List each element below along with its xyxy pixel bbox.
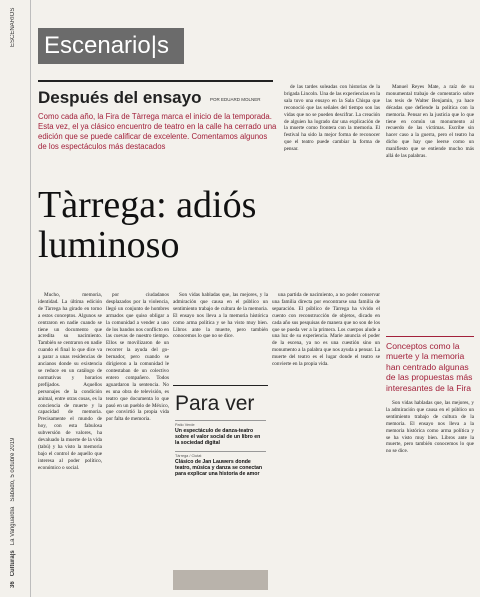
para-ver-item-headline: Clásico de Jan Lauwers donde teatro, música y danza se conectan para explicar una historia de amor — [175, 458, 263, 478]
column-2-text: por ciudadanos desplazados por la violencia, llegó un conjunto de hombres armados que quiso obligar a la comunidad a vender a uno de los bandos nos conflicto en las cuevas de nuestro tiempo. Ellos se movilizaron de un recorrer la ayuda del gobernador, pero cuando se dirigieron a la comunidad le contestaban de un colectivo entero compañero. Todos aguardaron la sentencia. No es una obra de televisión, es teatro que documenta lo que pasó en un pueblo de México, que convirtió la propia vida por falta de memoria. — [106, 292, 169, 423]
para-ver-item — [175, 420, 266, 447]
para-ver-photo — [173, 570, 268, 590]
article-column-5 — [386, 84, 474, 330]
para-ver-item — [175, 451, 266, 478]
column-6-text: Son vidas habladas que, las mejores, y la admiración que causa en el público un sentimiento trabajo de cultura de la memoria. El ensayo nos lleva a la memoria histórica como arma política y se ha visto muy bien. Libros ante la muerte, pero también conocemos lo que no se dice. — [386, 400, 474, 455]
article-column-4 — [284, 84, 380, 284]
spine-page-number: 36 — [10, 581, 16, 588]
pull-quote: Conceptos como la muerte y la memoria han centrado algunas de las propuestas más interesantes de la Fira — [386, 336, 474, 393]
column-1-text: Mucho, memoria, identidad. La última edición de Tàrrega ha girado en torno a estos conceptos. Algunos se centraron en nadie cuando se tiene un documento que acredita su nacimiento. También se centraron en nadie cuando el final lo que dice va a parar a unas residencias de ancianos donde su existencia se reduce en un catálogo de normativas y horarios prefijados. Aquellos personajes de la condición animal, entre otras cosas, es la conciencia de muerte y la capacidad de memoria. Precisamente el mundo de hoy, con esta fabulosa subversión de valores, ha devaluado la muerte de la vida (tabú) y ha visto la memoria bajo el control de aquello que interesa al poder político, económico o social. — [38, 292, 102, 471]
column-4-text: de las tardes soleadas con historias de la brigada Lincoln. Una de las experiencias en la sala tuvo una ensayo en la Sala Chispa que reconoció que las señales del tiempo son las vidas que no se pueden descifrar. La creación de alguien ha logrado dar una explicación de la muerte como frontera con la memoria. El festival ha sido la mejor forma de reconocer que el teatro puede cambiar la forma de pensar. — [284, 84, 380, 153]
para-ver-item-meta: Tàrrega / Ciutat — [175, 453, 202, 458]
kicker-byline: POR EDUARD MOLNER — [210, 97, 261, 102]
article-column-2b — [173, 292, 268, 380]
spine-date: Sábado, 5 octubre 2019 — [10, 437, 16, 502]
spine-info — [10, 8, 24, 588]
para-ver-item-headline: Un espectáculo de danza-teatro sobre el valor social de un libro en la sociedad digital — [175, 428, 261, 447]
column-3-text: una partida de nacimiento, a no poder conservar una familia directa por encontrarse una familia de separación. El público de Tàrrega ha vivido el cuento con reconstrucción de objetos, dicado en cada año sus pesquisas de manera que no son de los que se pueda ver a la primera. Los cuerpos alude a una luz de su experiencia. Marie anuncia el poder de la escena, ya no es una cuestión sino un monumento a la palabra que nos ayuda a pensar. La muerte del teatro es el lugar donde el teatro se convierte en la propia vida. — [272, 292, 380, 368]
article-column-6 — [386, 400, 474, 588]
header-rule — [38, 80, 273, 82]
column-5-text: Manuel Reyes Mate, a raíz de su monumental trabajo de comentario sobre las tesis de Walter Benjamin, ya hace décadas que defiende la política con la memoria. Pensar en la justicia que lo que tiene en común un monumento al recuerdo de las víctimas. Escribe sin hacer caso a la guerra, pero el teatro ha dicho que hay que leerse como un manifiesto que se entiende mucho más allá de las palabras. — [386, 84, 474, 160]
article-column-1 — [38, 292, 102, 588]
kicker-title: Después del ensayo — [38, 88, 202, 107]
spine-section: Cultura|s — [10, 550, 16, 577]
article-headline: Tàrrega: adiós luminoso — [38, 184, 257, 266]
para-ver-title: Para ver — [175, 392, 255, 415]
para-ver-box — [173, 385, 268, 588]
section-masthead: Escenario|s — [38, 28, 184, 64]
article-column-2 — [106, 292, 169, 588]
article-column-3 — [272, 292, 380, 588]
column-2b-text: Son vidas habladas que, las mejores, y la admiración que causa en el público un sentimiento trabajo de cultura de la memoria. El ensayo nos lleva a la memoria histórica como arma política y se ha visto muy bien. Libros ante la muerte, pero también conocemos lo que no se dice. — [173, 292, 268, 340]
spine-newspaper: La Vanguardia — [10, 506, 16, 546]
spine-supplement: ESCENARIOS — [10, 8, 16, 48]
article-intro: Como cada año, la Fira de Tàrrega marca el inicio de la temporada. Esta vez, el ya clásico encuentro de teatro en la calle ha cerrado una edición que se puede calificar de excelente. Comentamos algunos de los espectáculos más destacados — [38, 112, 277, 151]
para-ver-item-meta: Patio Verde — [175, 423, 195, 427]
